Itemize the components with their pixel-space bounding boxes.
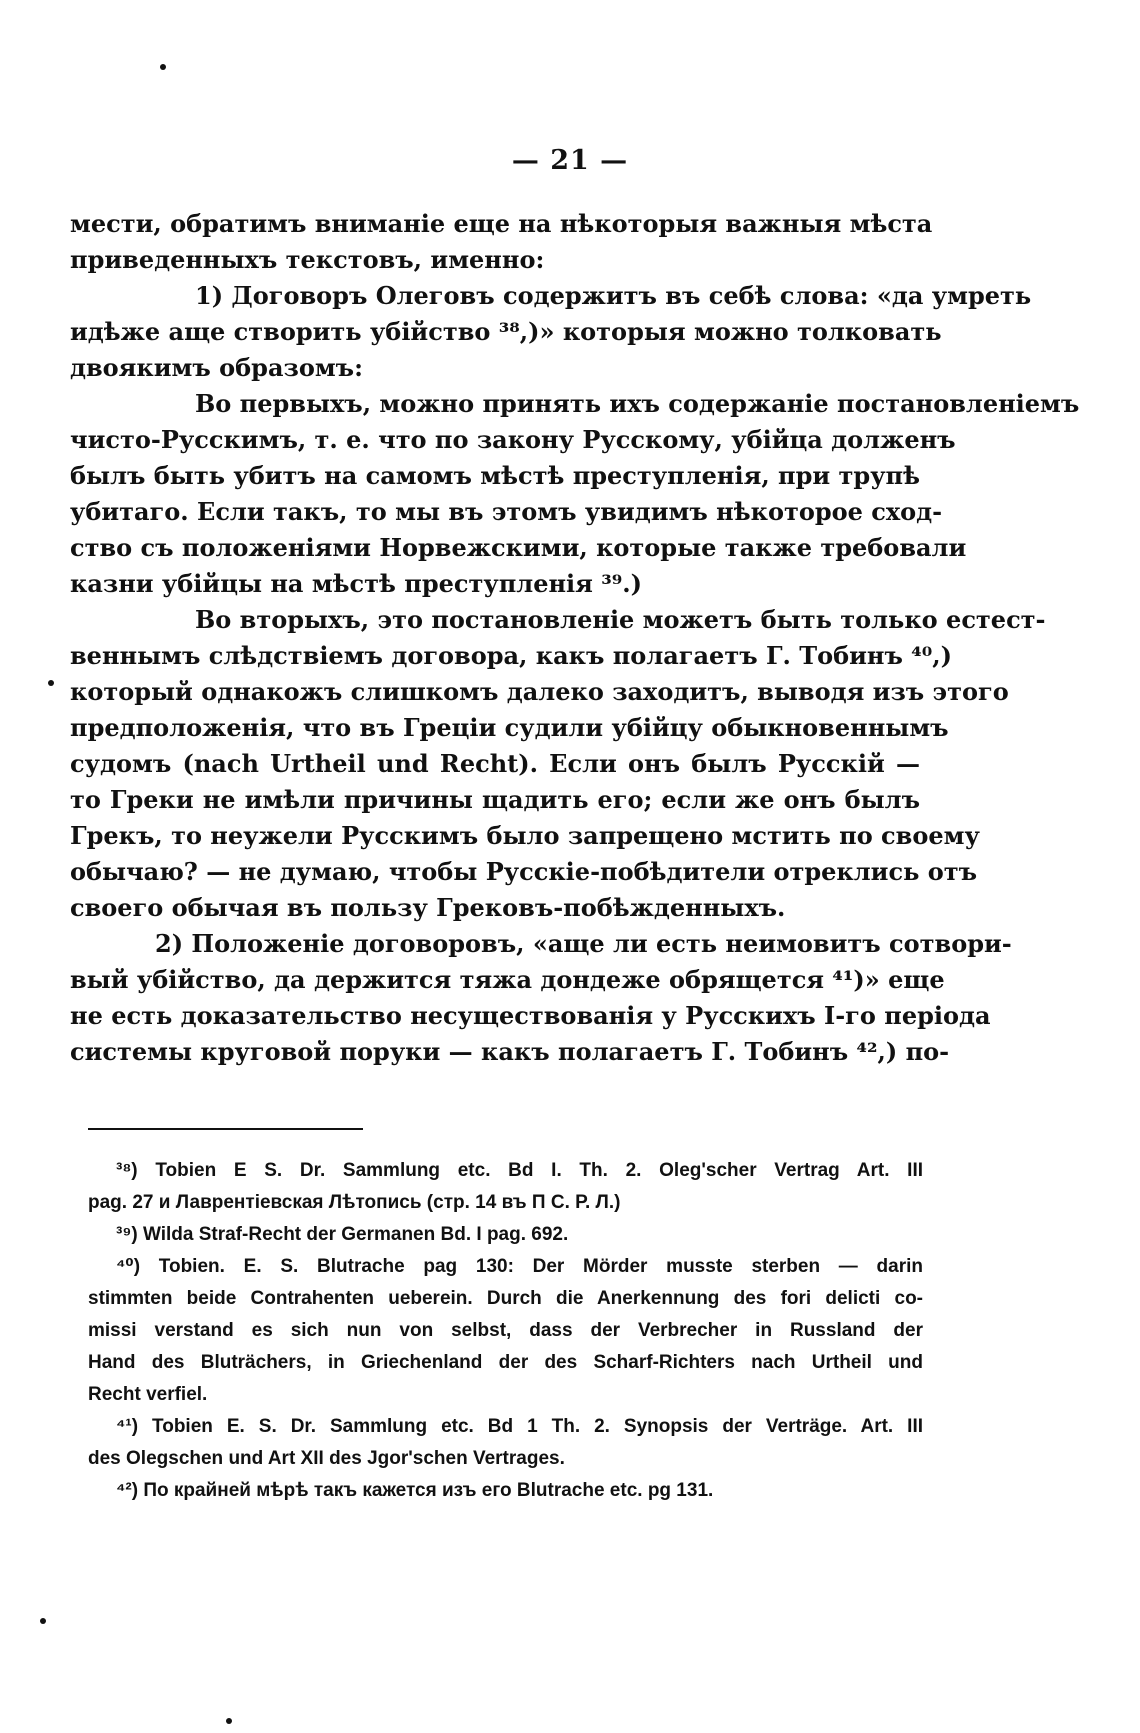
text-line: ство съ положеніями Норвежскими, которые также требовали xyxy=(70,533,967,562)
text-line: веннымъ слѣдствіемъ договора, какъ полагаетъ Г. Тобинъ ⁴⁰,) xyxy=(70,641,952,670)
text-line: судомъ (nach Urtheil und Recht). Если онъ былъ Русскій — xyxy=(70,749,920,778)
text-line: идѣже аще створить убійство ³⁸,)» которыя можно толковать xyxy=(70,317,942,346)
text-line: 1) Договоръ Олеговъ содержитъ въ себѣ слова: «да умреть xyxy=(195,281,1032,310)
speck-mark xyxy=(160,64,166,70)
text-line: Во вторыхъ, это постановленіе можетъ быть только естест- xyxy=(195,605,1046,634)
body-text xyxy=(70,206,1080,1070)
footnote-line: des Olegschen und Art XII des Jgor'schen Vertrages. xyxy=(88,1448,565,1469)
page-number: — 21 — xyxy=(511,145,629,176)
speck-mark xyxy=(40,1618,46,1624)
text-line: не есть доказательство несуществованія у Русскихъ I-го періода xyxy=(70,1001,991,1030)
footnote-line: ⁴¹) Tobien E. S. Dr. Sammlung etc. Bd 1 Th. 2. Synopsis der Verträge. Art. III xyxy=(116,1416,923,1437)
text-line: то Греки не имѣли причины щадить его; если же онъ былъ xyxy=(70,785,920,814)
speck-mark xyxy=(48,680,54,686)
text-line: былъ быть убитъ на самомъ мѣстѣ преступленія, при трупѣ xyxy=(70,461,920,490)
footnote-line: stimmten beide Contrahenten ueberein. Durch die Anerkennung des fori delicti co- xyxy=(88,1288,923,1309)
footnote-line: ³⁹) Wilda Straf-Recht der Germanen Bd. I pag. 692. xyxy=(116,1224,569,1245)
text-line: который однакожъ слишкомъ далеко заходитъ, выводя изъ этого xyxy=(70,677,1009,706)
speck-mark xyxy=(226,1718,232,1724)
text-line: убитаго. Если такъ, то мы въ этомъ увидимъ нѣкоторое сход- xyxy=(70,497,943,526)
text-line: своего обычая въ пользу Грековъ-побѣжденныхъ. xyxy=(70,893,786,922)
footnote-line: missi verstand es sich nun von selbst, dass der Verbrecher in Russland der xyxy=(88,1320,923,1341)
footnote-line: Recht verfiel. xyxy=(88,1384,208,1405)
text-line: мести, обратимъ вниманіе еще на нѣкоторыя важныя мѣста xyxy=(70,209,933,238)
footnote-line: Hand des Bluträchers, in Griechenland der des Scharf-Richters nach Urtheil und xyxy=(88,1352,923,1373)
text-line: приведенныхъ текстовъ, именно: xyxy=(70,245,545,274)
footnote-separator xyxy=(88,1128,363,1130)
text-line: Во первыхъ, можно принять ихъ содержаніе постановленіемъ xyxy=(195,389,1080,418)
footnotes xyxy=(88,1155,923,1507)
text-line: 2) Положеніе договоровъ, «аще ли есть неимовитъ сотвори- xyxy=(155,929,1012,958)
text-line: чисто-Русскимъ, т. е. что по закону Русскому, убійца долженъ xyxy=(70,425,956,454)
text-line: Грекъ, то неужели Русскимъ было запрещено мстить по своему xyxy=(70,821,980,850)
text-line: предположенія, что въ Греціи судили убійцу обыкновеннымъ xyxy=(70,713,949,742)
text-line: казни убійцы на мѣстѣ преступленія ³⁹.) xyxy=(70,569,642,598)
footnote-line: ³⁸) Tobien E S. Dr. Sammlung etc. Bd I. Th. 2. Oleg'scher Vertrag Art. III xyxy=(116,1160,923,1181)
footnote-line: ⁴²) По крайней мѣрѣ такъ кажется изъ его Blutrache etc. pg 131. xyxy=(116,1480,714,1501)
text-line: вый убійство, да держится тяжа дондеже обрящется ⁴¹)» еще xyxy=(70,965,945,994)
footnote-line: ⁴⁰) Tobien. E. S. Blutrache pag 130: Der Mörder musste sterben — darin xyxy=(116,1256,923,1277)
footnote-line: pag. 27 и Лаврентіевская Лѣтопись (стр. 14 въ П С. Р. Л.) xyxy=(88,1192,621,1213)
text-line: двоякимъ образомъ: xyxy=(70,353,363,382)
text-line: обычаю? — не думаю, чтобы Русскіе-побѣдители отреклись отъ xyxy=(70,857,978,886)
text-line: системы круговой поруки — какъ полагаетъ Г. Тобинъ ⁴²,) по- xyxy=(70,1037,950,1066)
